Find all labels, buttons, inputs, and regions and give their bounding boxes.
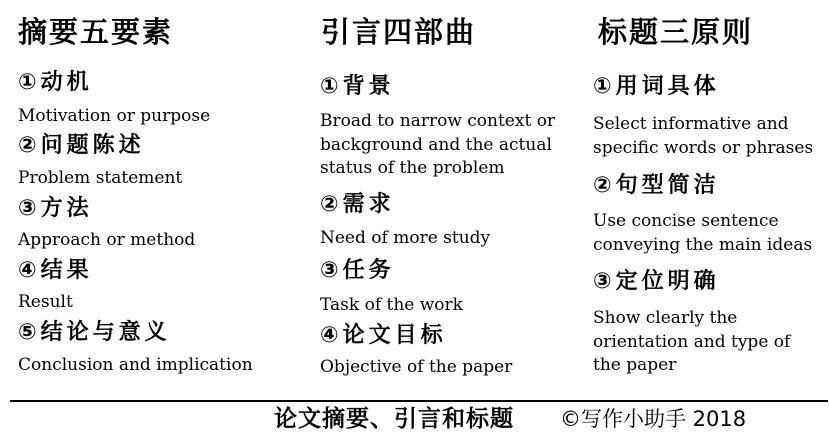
title-column-title: 标题三原则 — [598, 15, 754, 49]
title-item-3-text — [593, 307, 790, 378]
title-item-2-line-1: Use concise sentence — [593, 211, 779, 231]
introduction-item-1-text — [320, 110, 555, 181]
title-item-3-line-3: the paper — [593, 355, 677, 375]
title-item-3-heading: ③定位明确 — [593, 269, 720, 294]
footer-credit: ©写作小助手 2018 — [560, 407, 747, 431]
title-item-1-text — [593, 113, 813, 160]
introduction-item-4-heading: ④论文目标 — [320, 323, 447, 348]
title-item-3-line-1: Show clearly the — [593, 308, 738, 328]
introduction-item-4-text — [320, 356, 512, 380]
introduction-item-1-line-2: background and the actual — [320, 134, 552, 155]
abstract-item-3-heading: ③方法 — [18, 196, 93, 221]
introduction-item-1-line-3: status of the problem — [320, 158, 505, 178]
abstract-item-1-text — [18, 105, 210, 129]
title-item-2-line-2: conveying the main ideas — [593, 234, 813, 255]
footer-title: 论文摘要、引言和标题 — [274, 406, 514, 432]
abstract-item-4-heading: ④结果 — [18, 258, 93, 283]
introduction-item-3-line-1: Task of the work — [320, 295, 463, 315]
introduction-item-3-heading: ③任务 — [320, 258, 395, 283]
abstract-item-4-text — [18, 291, 73, 315]
introduction-item-2-heading: ②需求 — [320, 192, 395, 217]
abstract-item-1-line-1: Motivation or purpose — [18, 106, 211, 126]
abstract-item-4-line-1: Result — [18, 292, 73, 312]
title-item-2-heading: ②句型简洁 — [593, 173, 720, 198]
title-item-2-text — [593, 210, 812, 257]
abstract-item-2-text — [18, 167, 182, 191]
introduction-column-title: 引言四部曲 — [321, 15, 477, 49]
introduction-item-2-text — [320, 227, 490, 251]
title-item-3-line-2: orientation and type of — [593, 331, 791, 352]
abstract-item-2-heading: ②问题陈述 — [18, 133, 145, 158]
abstract-item-5-line-1: Conclusion and implication — [18, 355, 253, 375]
title-item-1-heading: ①用词具体 — [593, 74, 720, 99]
footer-divider — [10, 400, 828, 402]
abstract-item-5-text — [18, 354, 253, 378]
introduction-item-3-text — [320, 294, 463, 318]
abstract-item-2-line-1: Problem statement — [18, 168, 183, 188]
introduction-item-4-line-1: Objective of the paper — [320, 357, 513, 377]
title-item-1-line-1: Select informative and — [593, 114, 789, 134]
abstract-item-3-text — [18, 229, 195, 253]
abstract-item-5-heading: ⑤结论与意义 — [18, 320, 171, 345]
introduction-item-1-line-1: Broad to narrow context or — [320, 111, 556, 131]
introduction-item-1-heading: ①背景 — [320, 74, 395, 99]
introduction-item-2-line-1: Need of more study — [320, 228, 491, 248]
abstract-column-title: 摘要五要素 — [18, 15, 174, 49]
abstract-item-1-heading: ①动机 — [18, 70, 93, 95]
title-item-1-line-2: specific words or phrases — [593, 137, 814, 158]
abstract-item-3-line-1: Approach or method — [18, 230, 196, 250]
